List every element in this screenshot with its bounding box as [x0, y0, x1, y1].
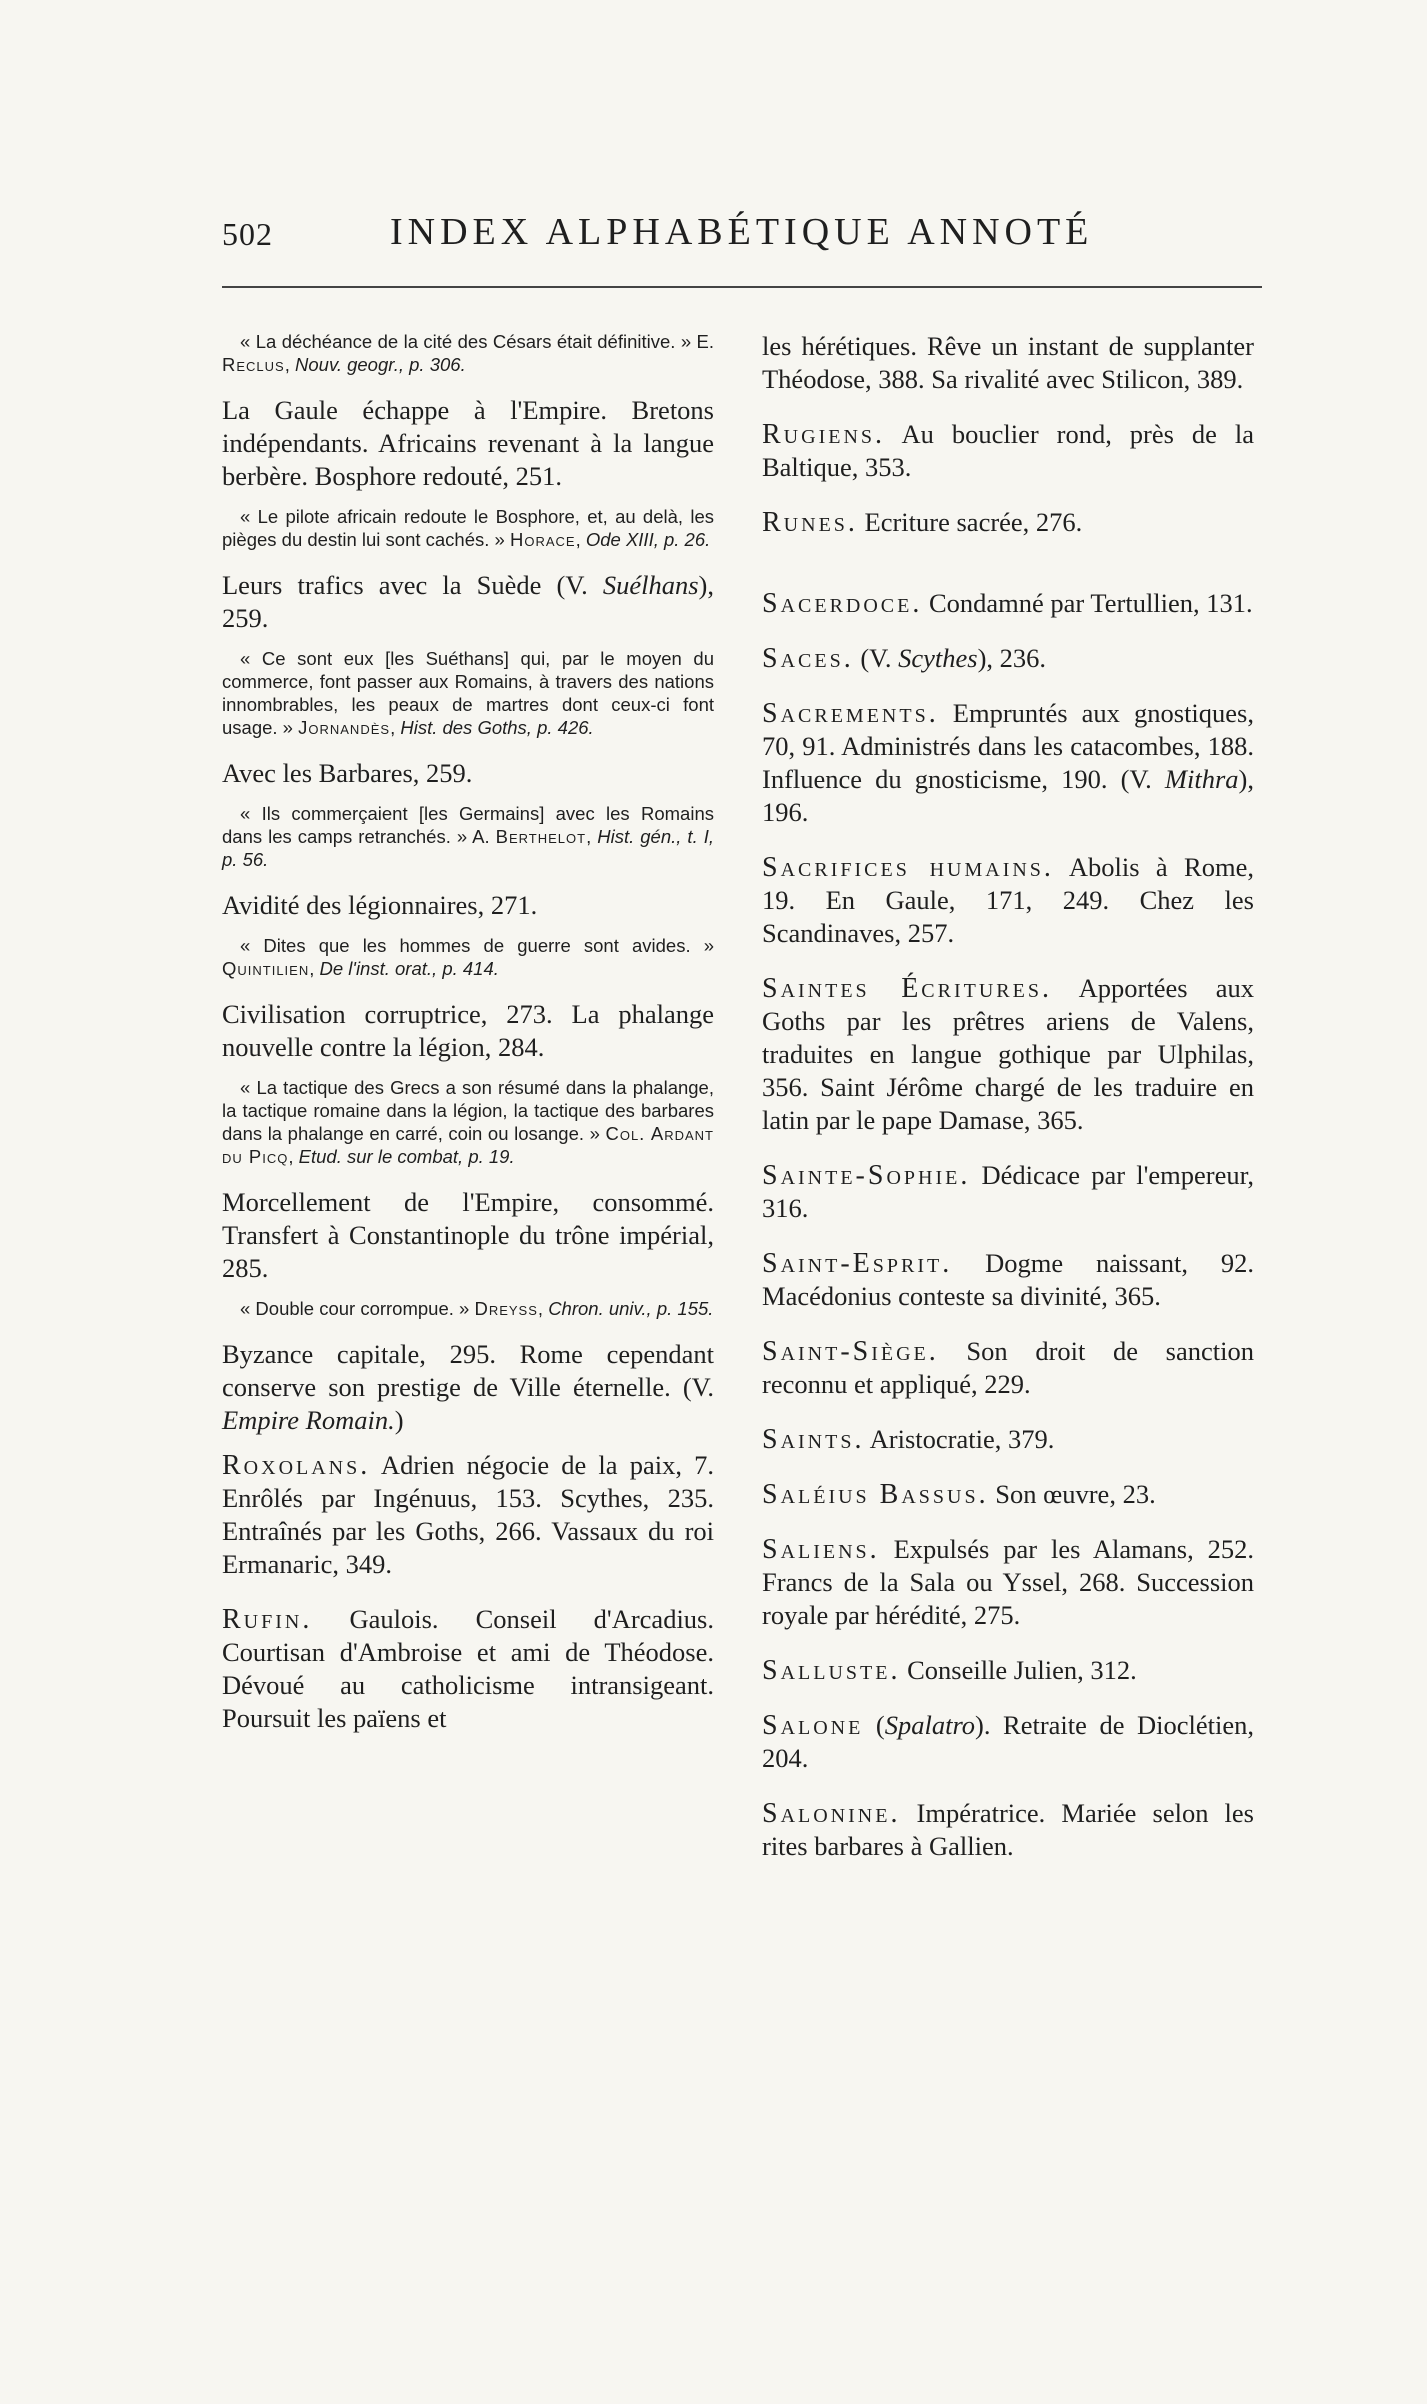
entry-salonine: Salonine. Impératrice. Mariée selon les rites barbares à Gallien. — [762, 1798, 1254, 1861]
entry-rufin: Rufin. Gaulois. Conseil d'Arcadius. Courtisan d'Ambroise et ami de Théodose. Dévoué au catholicisme intransigeant. Poursuit les païens et — [222, 1604, 714, 1733]
quote-quintilien: « Dites que les hommes de guerre sont avides. » Quintilien, De l'inst. orat., p. 414. — [222, 935, 714, 979]
entry-saintes-ecritures: Saintes Écritures. Apportées aux Goths par les prêtres ariens de Valens, traduites en langue gothique par Ulphilas, 356. Saint Jérôme chargé de les traduire en latin par le pape Damase, 365. — [762, 973, 1254, 1135]
entry-saces: Saces. (V. Scythes), 236. — [762, 643, 1047, 674]
quote-reclus: « La déchéance de la cité des Césars était définitive. » E. Reclus, Nouv. geogr., p. 306. — [222, 331, 714, 375]
quote-dreyss: « Double cour corrompue. » Dreyss, Chron. univ., p. 155. — [240, 1298, 714, 1319]
paragraph-gaule: La Gaule échappe à l'Empire. Bretons indépendants. Africains revenant à la langue berbère. Bosphore redouté, 251. — [222, 395, 714, 491]
section-gap — [762, 561, 1254, 587]
entry-rugiens: Rugiens. Au bouclier rond, près de la Baltique, 353. — [762, 419, 1254, 482]
entry-sainte-sophie: Sainte-Sophie. Dédicace par l'empereur, 316. — [762, 1160, 1254, 1223]
page-header — [222, 212, 1262, 252]
paragraph-barbares: Avec les Barbares, 259. — [222, 758, 473, 788]
paragraph-byzance: Byzance capitale, 295. Rome cependant conserve son prestige de Ville éternelle. (V. Empire Romain.) — [222, 1339, 714, 1435]
running-title: INDEX ALPHABÉTIQUE ANNOTÉ — [390, 211, 1094, 253]
entry-salone: Salone (Spalatro). Retraite de Dioclétien, 204. — [762, 1710, 1254, 1773]
right-column — [762, 330, 1254, 1885]
entry-saleius-bassus: Saléius Bassus. Son œuvre, 23. — [762, 1479, 1156, 1510]
quote-ardant-du-picq: « La tactique des Grecs a son résumé dans la phalange, la tactique romaine dans la légion, la tactique des barbares dans la phalange en carré, coin ou losange. » Col. Ardant du Picq, Etud. sur le combat, p. 19. — [222, 1077, 715, 1167]
entry-saint-siege: Saint-Siège. Son droit de sanction reconnu et appliqué, 229. — [762, 1336, 1254, 1399]
left-column — [222, 330, 714, 1757]
page-number: 502 — [222, 216, 273, 252]
entry-salluste: Salluste. Conseille Julien, 312. — [762, 1655, 1137, 1686]
entry-runes: Runes. Ecriture sacrée, 276. — [762, 507, 1083, 538]
entry-roxolans: Roxolans. Adrien négocie de la paix, 7. Enrôlés par Ingénuus, 153. Scythes, 235. Entraînés par les Goths, 266. Vassaux du roi Ermanaric, 349. — [222, 1450, 714, 1579]
entry-saints: Saints. Aristocratie, 379. — [762, 1424, 1055, 1455]
paragraph-avidite: Avidité des légionnaires, 271. — [222, 890, 538, 920]
paragraph-civilisation: Civilisation corruptrice, 273. La phalange nouvelle contre la légion, 284. — [222, 999, 714, 1062]
paragraph-suede: Leurs trafics avec la Suède (V. Suélhans), 259. — [222, 570, 714, 633]
entry-rufin-continued: les hérétiques. Rêve un instant de supplanter Théodose, 388. Sa rivalité avec Stilicon, 389. — [762, 331, 1254, 394]
entry-sacerdoce: Sacerdoce. Condamné par Tertullien, 131. — [762, 588, 1253, 619]
quote-horace: « Le pilote africain redoute le Bosphore, et, au delà, les pièges du destin lui sont cachés. » Horace, Ode XIII, p. 26. — [222, 506, 714, 550]
paragraph-morcellement: Morcellement de l'Empire, consommé. Transfert à Constantinople du trône impérial, 285. — [222, 1187, 714, 1283]
entry-saint-esprit: Saint-Esprit. Dogme naissant, 92. Macédonius conteste sa divinité, 365. — [762, 1248, 1254, 1311]
entry-sacrifices-humains: Sacrifices humains. Abolis à Rome, 19. En Gaule, 171, 249. Chez les Scandinaves, 257. — [762, 852, 1254, 948]
quote-berthelot: « Ils commerçaient [les Germains] avec les Romains dans les camps retranchés. » A. Berthelot, Hist. gén., t. I, p. 56. — [222, 803, 714, 870]
entry-saliens: Saliens. Expulsés par les Alamans, 252. Francs de la Sala ou Yssel, 268. Succession royale par hérédité, 275. — [762, 1534, 1254, 1630]
entry-sacrements: Sacrements. Empruntés aux gnostiques, 70, 91. Administrés dans les catacombes, 188. Influence du gnosticisme, 190. (V. Mithra), 196. — [762, 698, 1254, 827]
header-rule — [222, 286, 1262, 288]
quote-jornandes: « Ce sont eux [les Suéthans] qui, par le moyen du commerce, font passer aux Romains, à travers des nations innombrables, les peaux de martres dont ceux-ci font usage. » Jornandès, Hist. des Goths, p. 426. — [222, 648, 714, 738]
